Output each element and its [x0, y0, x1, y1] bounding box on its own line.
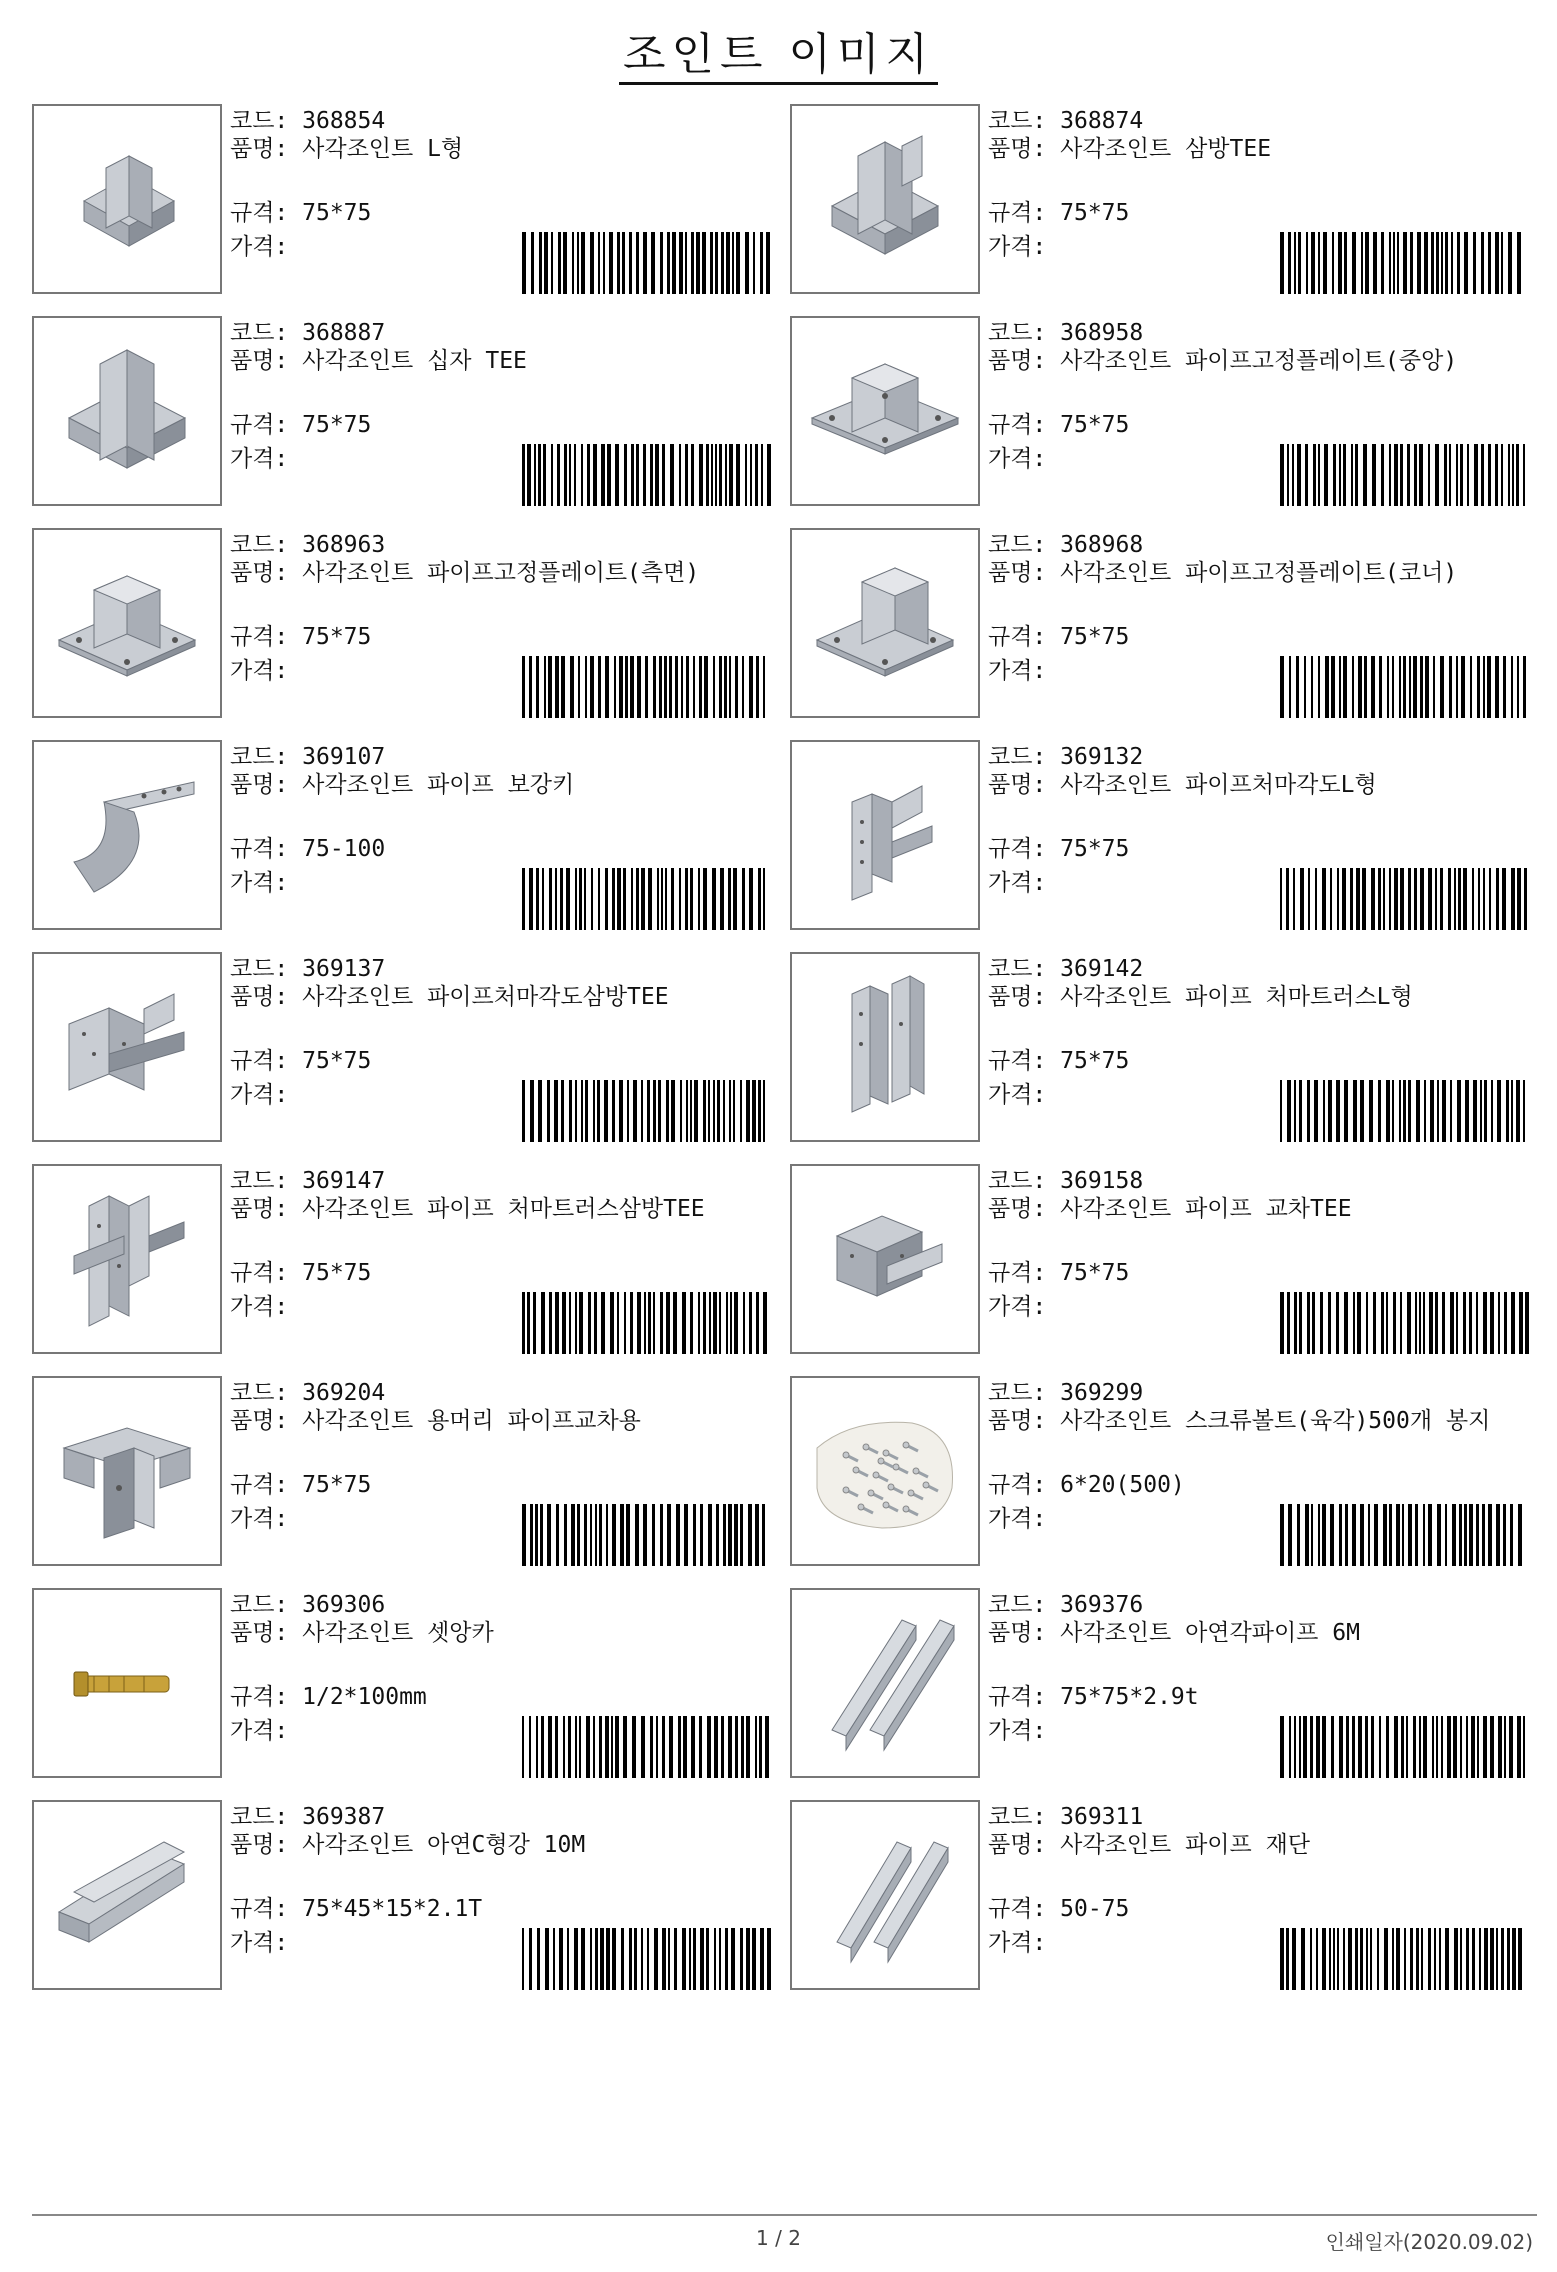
product-code: 코드: 368958	[988, 320, 1144, 346]
product-image	[32, 104, 222, 294]
product-image	[790, 1376, 980, 1566]
product-spec: 규격: 75*75	[230, 1472, 372, 1498]
product-image	[32, 740, 222, 930]
page-title: 조인트 이미지	[0, 18, 1557, 82]
product-price: 가격:	[988, 1930, 1047, 1956]
barcode	[1280, 1928, 1530, 1990]
reinforcement-bracket-icon	[34, 742, 220, 928]
barcode-bars	[1280, 868, 1530, 930]
base-plate-center-icon	[792, 318, 978, 504]
page-number: 1 / 2	[756, 2226, 801, 2250]
product-code: 코드: 369142	[988, 956, 1144, 982]
truss-tee-bracket-icon	[34, 1166, 220, 1352]
product-name: 품명: 사각조인트 파이프 교차TEE	[988, 1196, 1352, 1222]
barcode	[522, 1504, 772, 1566]
barcode	[1280, 1504, 1530, 1566]
product-card	[32, 528, 772, 720]
product-price: 가격:	[230, 1506, 289, 1532]
eave-l-bracket-icon	[792, 742, 978, 928]
product-price: 가격:	[230, 234, 289, 260]
product-price: 가격:	[230, 1930, 289, 1956]
product-card	[32, 1164, 772, 1356]
product-name: 품명: 사각조인트 십자 TEE	[230, 348, 527, 374]
barcode-bars	[522, 232, 772, 294]
product-price: 가격:	[988, 1082, 1047, 1108]
product-image	[790, 316, 980, 506]
barcode-bars	[1280, 1080, 1530, 1142]
product-code: 코드: 369299	[988, 1380, 1144, 1406]
barcode	[522, 1292, 772, 1354]
product-code: 코드: 369132	[988, 744, 1144, 770]
product-name: 품명: 사각조인트 파이프처마각도L형	[988, 772, 1377, 798]
product-card	[32, 316, 772, 508]
product-code: 코드: 369147	[230, 1168, 386, 1194]
product-card	[790, 1164, 1530, 1356]
product-spec: 규격: 75*45*15*2.1T	[230, 1896, 483, 1922]
product-spec: 규격: 50-75	[988, 1896, 1130, 1922]
product-card	[790, 104, 1530, 296]
product-code: 코드: 368963	[230, 532, 386, 558]
product-code: 코드: 369204	[230, 1380, 386, 1406]
barcode	[522, 232, 772, 294]
product-price: 가격:	[230, 1082, 289, 1108]
product-price: 가격:	[988, 1718, 1047, 1744]
product-card	[32, 952, 772, 1144]
product-code: 코드: 369137	[230, 956, 386, 982]
product-image	[790, 740, 980, 930]
product-code: 코드: 369311	[988, 1804, 1144, 1830]
product-code: 코드: 368887	[230, 320, 386, 346]
product-spec: 규격: 75*75	[988, 412, 1130, 438]
product-card	[790, 1588, 1530, 1780]
barcode-bars	[1280, 232, 1530, 294]
product-spec: 규격: 6*20(500)	[988, 1472, 1185, 1498]
product-name: 품명: 사각조인트 L형	[230, 136, 464, 162]
product-name: 품명: 사각조인트 파이프고정플레이트(측면)	[230, 560, 700, 586]
barcode	[1280, 868, 1530, 930]
product-card	[32, 1588, 772, 1780]
product-card	[32, 740, 772, 932]
product-card	[790, 1800, 1530, 1992]
product-spec: 규격: 1/2*100mm	[230, 1684, 427, 1710]
barcode-bars	[522, 656, 772, 718]
ridge-bracket-icon	[34, 1378, 220, 1564]
product-image	[790, 1164, 980, 1354]
tee-l-joint-icon	[34, 106, 220, 292]
base-plate-side-icon	[34, 530, 220, 716]
barcode-bars	[522, 1504, 772, 1566]
c-channel-icon	[34, 1802, 220, 1988]
barcode	[1280, 444, 1530, 506]
product-code: 코드: 369306	[230, 1592, 386, 1618]
barcode-bars	[522, 1292, 772, 1354]
base-plate-corner-icon	[792, 530, 978, 716]
barcode-bars	[1280, 656, 1530, 718]
product-card	[790, 952, 1530, 1144]
cut-pipe-icon	[792, 1802, 978, 1988]
product-name: 품명: 사각조인트 파이프 보강키	[230, 772, 575, 798]
product-spec: 규격: 75*75	[988, 624, 1130, 650]
barcode-bars	[1280, 1716, 1530, 1778]
barcode-bars	[522, 868, 772, 930]
product-name: 품명: 사각조인트 용머리 파이프교차용	[230, 1408, 641, 1434]
product-code: 코드: 369376	[988, 1592, 1144, 1618]
product-name: 품명: 사각조인트 파이프고정플레이트(코너)	[988, 560, 1458, 586]
product-price: 가격:	[988, 1506, 1047, 1532]
product-code: 코드: 368854	[230, 108, 386, 134]
product-spec: 규격: 75*75	[988, 1260, 1130, 1286]
product-spec: 규격: 75*75	[230, 412, 372, 438]
product-card	[32, 104, 772, 296]
product-card	[32, 1800, 772, 1992]
product-name: 품명: 사각조인트 파이프고정플레이트(중앙)	[988, 348, 1458, 374]
product-image	[32, 528, 222, 718]
barcode-bars	[1280, 1292, 1530, 1354]
product-card	[32, 1376, 772, 1568]
product-code: 코드: 369158	[988, 1168, 1144, 1194]
product-spec: 규격: 75*75	[988, 1048, 1130, 1074]
product-price: 가격:	[230, 1718, 289, 1744]
product-spec: 규격: 75*75	[988, 836, 1130, 862]
barcode	[522, 1716, 772, 1778]
product-spec: 규격: 75*75	[230, 624, 372, 650]
product-name: 품명: 사각조인트 삼방TEE	[988, 136, 1272, 162]
barcode-bars	[522, 1080, 772, 1142]
product-code: 코드: 368874	[988, 108, 1144, 134]
product-image	[32, 952, 222, 1142]
product-price: 가격:	[988, 870, 1047, 896]
product-name: 품명: 사각조인트 셋앙카	[230, 1620, 494, 1646]
barcode	[1280, 656, 1530, 718]
cross-tee-bracket-icon	[792, 1166, 978, 1352]
product-name: 품명: 사각조인트 파이프 처마트러스L형	[988, 984, 1413, 1010]
product-spec: 규격: 75*75	[230, 200, 372, 226]
product-spec: 규격: 75*75*2.9t	[988, 1684, 1199, 1710]
product-image	[32, 1376, 222, 1566]
product-image	[32, 1164, 222, 1354]
product-card	[790, 316, 1530, 508]
cross-joint-icon	[34, 318, 220, 504]
barcode	[522, 656, 772, 718]
screw-bag-icon	[792, 1378, 978, 1564]
product-image	[790, 1800, 980, 1990]
barcode-bars	[1280, 444, 1530, 506]
product-card	[790, 1376, 1530, 1568]
product-name: 품명: 사각조인트 아연각파이프 6M	[988, 1620, 1360, 1646]
product-price: 가격:	[988, 446, 1047, 472]
barcode	[1280, 1080, 1530, 1142]
barcode-bars	[1280, 1928, 1530, 1990]
anchor-bolt-icon	[34, 1590, 220, 1776]
tee-three-way-icon	[792, 106, 978, 292]
product-name: 품명: 사각조인트 파이프 재단	[988, 1832, 1311, 1858]
product-name: 품명: 사각조인트 파이프 처마트러스삼방TEE	[230, 1196, 705, 1222]
product-code: 코드: 368968	[988, 532, 1144, 558]
barcode	[522, 1080, 772, 1142]
product-price: 가격:	[230, 446, 289, 472]
product-price: 가격:	[988, 234, 1047, 260]
product-image	[32, 1588, 222, 1778]
product-price: 가격:	[230, 658, 289, 684]
barcode	[1280, 232, 1530, 294]
product-card	[790, 528, 1530, 720]
barcode	[1280, 1292, 1530, 1354]
barcode	[522, 444, 772, 506]
product-spec: 규격: 75*75	[230, 1048, 372, 1074]
product-name: 품명: 사각조인트 아연C형강 10M	[230, 1832, 586, 1858]
truss-l-bracket-icon	[792, 954, 978, 1140]
product-price: 가격:	[230, 1294, 289, 1320]
product-spec: 규격: 75*75	[230, 1260, 372, 1286]
product-spec: 규격: 75*75	[988, 200, 1130, 226]
product-image	[790, 1588, 980, 1778]
product-price: 가격:	[988, 658, 1047, 684]
barcode-bars	[522, 1716, 772, 1778]
barcode	[522, 1928, 772, 1990]
product-card	[790, 740, 1530, 932]
product-price: 가격:	[988, 1294, 1047, 1320]
product-price: 가격:	[230, 870, 289, 896]
eave-tee-bracket-icon	[34, 954, 220, 1140]
barcode	[522, 868, 772, 930]
barcode-bars	[522, 1928, 772, 1990]
product-image	[790, 528, 980, 718]
product-code: 코드: 369387	[230, 1804, 386, 1830]
product-name: 품명: 사각조인트 스크류볼트(육각)500개 봉지	[988, 1408, 1491, 1434]
product-image	[790, 952, 980, 1142]
product-name: 품명: 사각조인트 파이프처마각도삼방TEE	[230, 984, 669, 1010]
square-pipe-icon	[792, 1590, 978, 1776]
product-spec: 규격: 75-100	[230, 836, 386, 862]
product-image	[32, 316, 222, 506]
print-date: 인쇄일자(2020.09.02)	[1325, 2230, 1533, 2254]
barcode-bars	[1280, 1504, 1530, 1566]
footer-divider	[32, 2214, 1537, 2216]
product-image	[32, 1800, 222, 1990]
product-code: 코드: 369107	[230, 744, 386, 770]
barcode-bars	[522, 444, 772, 506]
product-image	[790, 104, 980, 294]
barcode	[1280, 1716, 1530, 1778]
